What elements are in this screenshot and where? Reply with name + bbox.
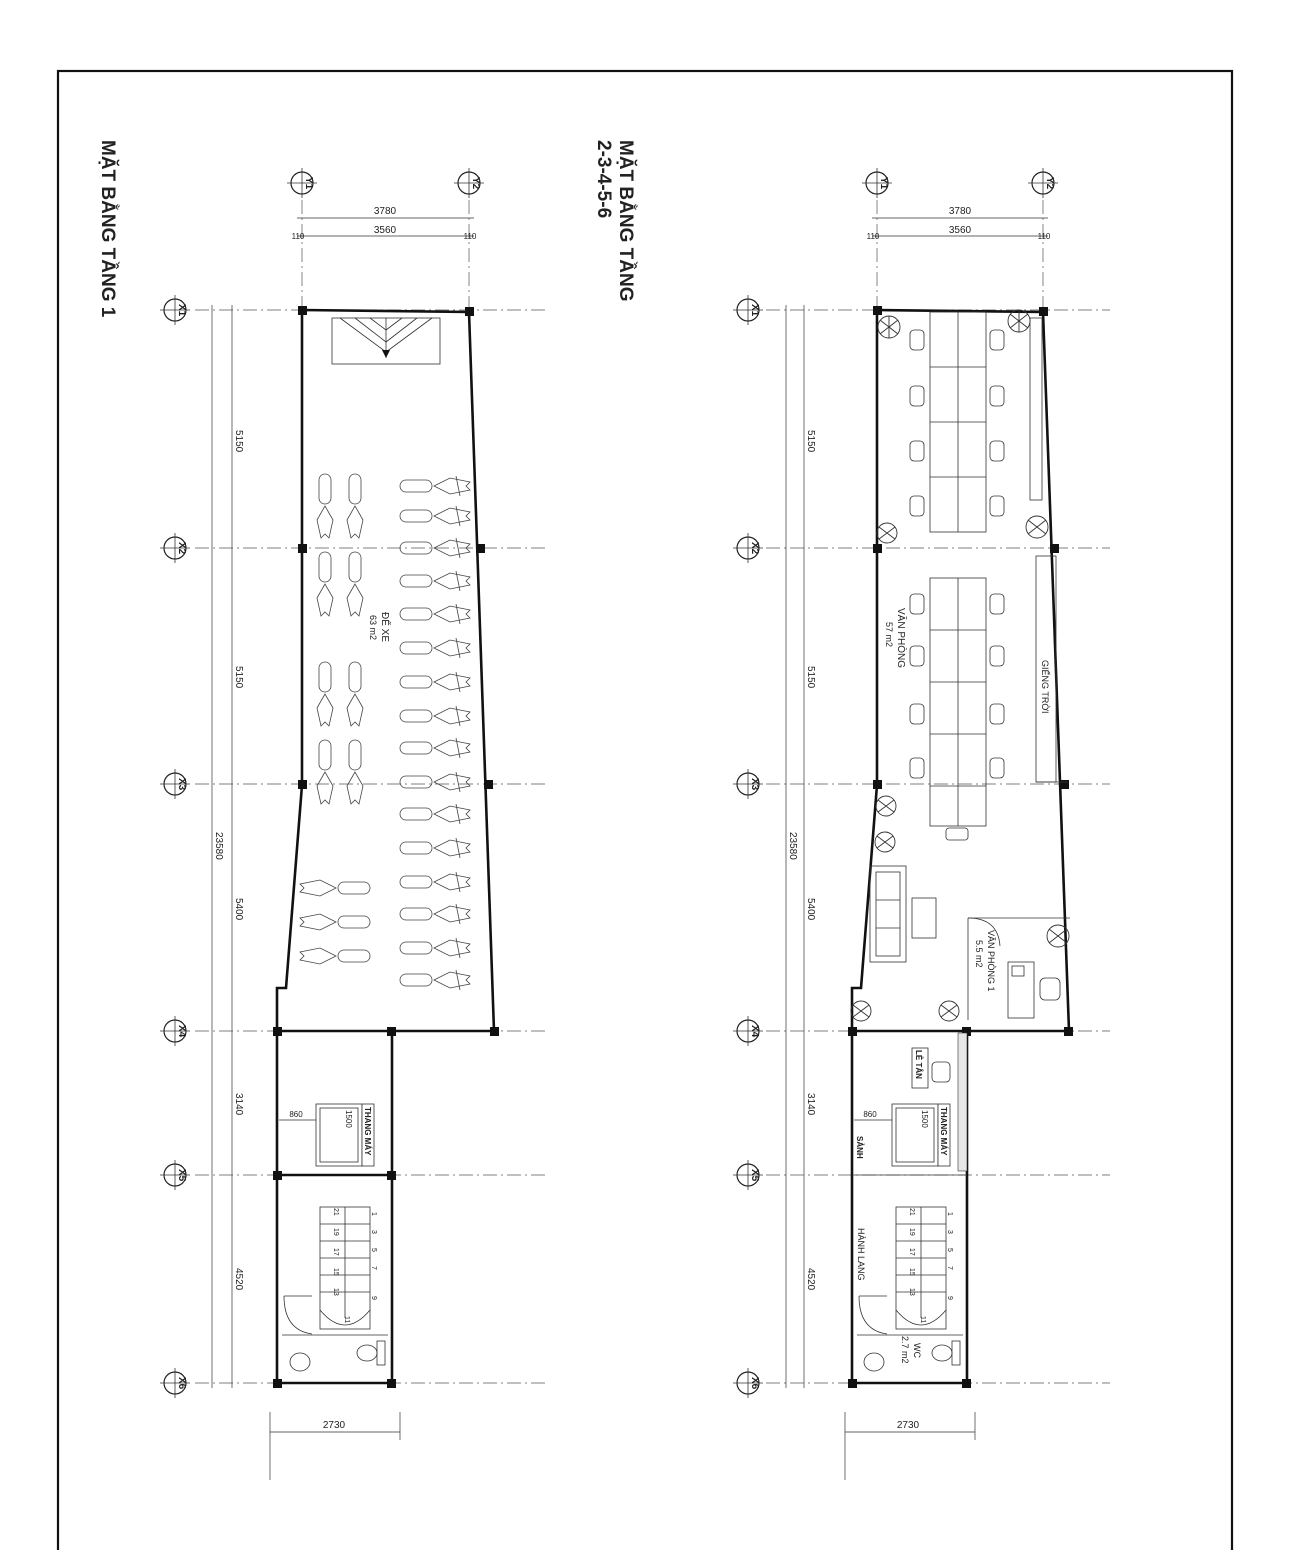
svg-text:Y2: Y2 (470, 177, 481, 190)
svg-text:X4: X4 (176, 1025, 187, 1038)
svg-text:X6: X6 (176, 1377, 187, 1390)
svg-text:X2: X2 (176, 542, 187, 555)
upper-floors-title-line1: MẶT BẰNG TẦNG (615, 140, 636, 302)
svg-text:23580: 23580 (213, 832, 224, 860)
svg-text:5400: 5400 (233, 898, 244, 921)
svg-text:110: 110 (1037, 232, 1051, 241)
svg-text:X5: X5 (176, 1169, 187, 1182)
svg-text:23580: 23580 (787, 832, 798, 860)
svg-text:11: 11 (919, 1316, 926, 1324)
grid-bubble-y1-upper (862, 168, 892, 198)
grid-bubble-x3 (160, 769, 190, 799)
skylight-label: GIẾNG TRỜI (1040, 660, 1050, 714)
svg-text:3140: 3140 (233, 1093, 244, 1116)
wc-upper (857, 1296, 963, 1371)
office-small-area: 5.5 m2 (974, 940, 984, 968)
svg-text:X5: X5 (749, 1169, 760, 1182)
svg-text:19: 19 (908, 1228, 915, 1236)
grid-bubble-x4-upper (733, 1016, 763, 1046)
svg-text:X3: X3 (176, 778, 187, 791)
wc-floor1 (282, 1296, 388, 1371)
svg-text:13: 13 (908, 1288, 915, 1296)
svg-text:110: 110 (463, 232, 477, 241)
svg-text:4520: 4520 (805, 1268, 816, 1291)
svg-text:Y1: Y1 (878, 177, 889, 190)
grid-bubble-x2 (160, 533, 190, 563)
svg-text:9: 9 (370, 1296, 377, 1300)
svg-text:THANG MÁY: THANG MÁY (363, 1107, 372, 1156)
svg-text:5: 5 (946, 1248, 953, 1252)
floor1-plan (160, 168, 545, 1480)
svg-text:Y2: Y2 (1044, 177, 1055, 190)
staircase-upper (896, 1207, 953, 1329)
svg-text:1500: 1500 (344, 1110, 353, 1128)
sheet-border (58, 71, 1232, 1550)
svg-text:X2: X2 (749, 542, 760, 555)
dim-rear-width-floor1: 2730 (322, 1420, 346, 1431)
svg-text:3: 3 (946, 1230, 953, 1234)
sofa-set (870, 866, 936, 962)
staircase-floor1 (320, 1207, 377, 1329)
office-main-label: VĂN PHÒNG (895, 608, 906, 669)
grid-bubble-x6-upper (733, 1368, 763, 1398)
motorbike-cluster-left (300, 474, 370, 964)
office-main-area: 57 m2 (884, 622, 894, 648)
motorbike-row-right (400, 476, 470, 990)
desk-cluster-1 (910, 312, 1004, 532)
parking-label: ĐỂ XE (379, 612, 390, 643)
grid-bubble-y2 (454, 168, 484, 198)
svg-text:1: 1 (946, 1212, 953, 1216)
svg-text:860: 860 (863, 1110, 877, 1119)
grid-bubble-x1 (160, 295, 190, 325)
svg-text:19: 19 (332, 1228, 339, 1236)
lobby-label: SẢNH (855, 1136, 864, 1159)
svg-text:110: 110 (866, 232, 880, 241)
svg-text:1500: 1500 (920, 1110, 929, 1128)
grid-bubble-x6 (160, 1368, 190, 1398)
svg-text:9: 9 (946, 1296, 953, 1300)
floor1-title: MẶT BẰNG TẦNG 1 (97, 140, 118, 318)
svg-text:3780: 3780 (948, 206, 972, 217)
svg-text:THANG MÁY: THANG MÁY (939, 1107, 948, 1156)
svg-text:7: 7 (946, 1266, 953, 1270)
svg-text:X3: X3 (749, 778, 760, 791)
svg-text:Y1: Y1 (303, 177, 314, 190)
svg-text:5: 5 (370, 1248, 377, 1252)
svg-text:5150: 5150 (805, 430, 816, 453)
grid-bubble-x5-upper (733, 1160, 763, 1190)
wc-area: 2.7 m2 (900, 1336, 910, 1364)
elevator-floor1 (279, 1104, 374, 1166)
grid-bubble-y1 (287, 168, 317, 198)
corridor-label: HÀNH LANG (856, 1228, 866, 1281)
grid-bubble-x3-upper (733, 769, 763, 799)
grid-bubble-y2-upper (1028, 168, 1058, 198)
office-small-label: VĂN PHÒNG 1 (986, 930, 996, 992)
entrance-ramp (332, 318, 440, 364)
dim-width-total: 3780 (373, 206, 397, 217)
dim-width-inner: 3560 (373, 225, 397, 236)
reception-wall (958, 1033, 967, 1171)
upper-floors-plan (733, 168, 1110, 1480)
grid-bubble-x4 (160, 1016, 190, 1046)
svg-text:21: 21 (332, 1208, 339, 1216)
svg-text:17: 17 (908, 1248, 915, 1256)
svg-text:X1: X1 (749, 304, 760, 317)
svg-text:15: 15 (908, 1268, 915, 1276)
elevator-upper (854, 1104, 950, 1166)
svg-text:5150: 5150 (233, 666, 244, 689)
svg-text:3560: 3560 (948, 225, 972, 236)
svg-text:5150: 5150 (805, 666, 816, 689)
svg-text:5150: 5150 (233, 430, 244, 453)
dim-rear-width-upper: 2730 (896, 1420, 920, 1431)
svg-text:4520: 4520 (233, 1268, 244, 1291)
svg-text:15: 15 (332, 1268, 339, 1276)
svg-text:21: 21 (908, 1208, 915, 1216)
svg-text:X6: X6 (749, 1377, 760, 1390)
svg-text:3: 3 (370, 1230, 377, 1234)
reception-label: LỄ TÂN (914, 1050, 923, 1079)
skylight (1030, 318, 1068, 782)
desk-cluster-2 (910, 578, 1004, 840)
svg-text:11: 11 (343, 1316, 350, 1324)
wc-label: WC (912, 1343, 922, 1358)
upper-floors-title-line2: 2-3-4-5-6 (593, 140, 614, 219)
svg-text:X1: X1 (176, 304, 187, 317)
svg-text:860: 860 (289, 1110, 303, 1119)
svg-text:17: 17 (332, 1248, 339, 1256)
grid-bubble-x2-upper (733, 533, 763, 563)
svg-text:13: 13 (332, 1288, 339, 1296)
svg-text:1: 1 (370, 1212, 377, 1216)
svg-text:X4: X4 (749, 1025, 760, 1038)
grid-bubble-x1-upper (733, 295, 763, 325)
svg-text:3140: 3140 (805, 1093, 816, 1116)
svg-text:5400: 5400 (805, 898, 816, 921)
parking-area: 63 m2 (368, 615, 378, 641)
svg-text:110: 110 (291, 232, 305, 241)
svg-text:7: 7 (370, 1266, 377, 1270)
grid-bubble-x5 (160, 1160, 190, 1190)
